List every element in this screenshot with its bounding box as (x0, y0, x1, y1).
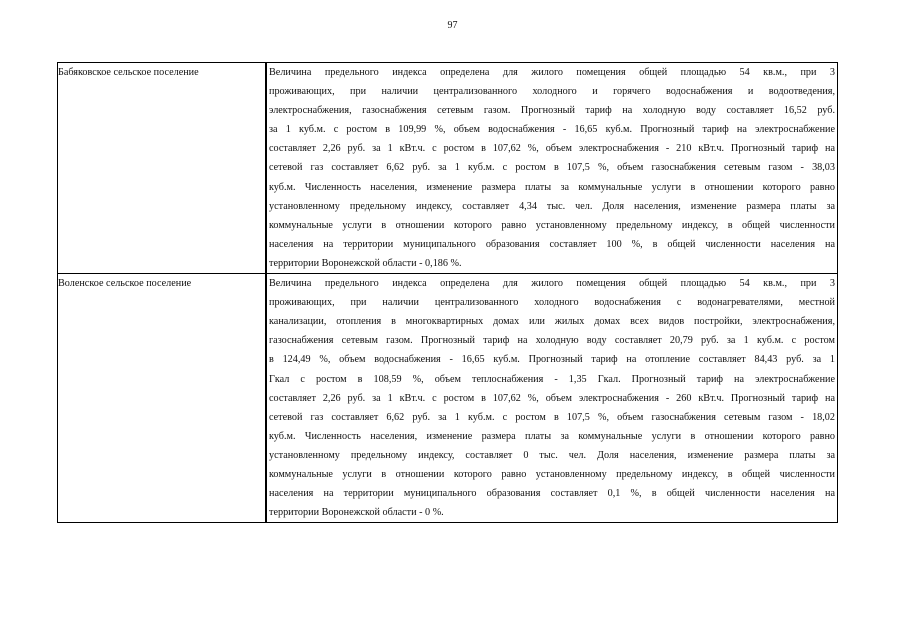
description-line: Величина предельного индекса определена для жилого помещения общей площадью 54 кв.м., при 3 (266, 274, 837, 293)
description-line: населения на территории муниципального образования составляет 0,1 %, в общей численности населения на (266, 484, 837, 503)
settlements-table-body (58, 63, 838, 523)
table-row (58, 63, 838, 274)
settlement-description (266, 274, 838, 523)
description-line: проживающих, при наличии централизованного холодного и горячего водоснабжения и водоотведения, (266, 82, 837, 101)
description-line: проживающих, при наличии централизованного холодного водоснабжения с водонагревателями, местной (266, 293, 837, 312)
description-line: газоснабжения сетевым газом. Прогнозный тариф на холодную воду составляет 20,79 руб. за 1 куб.м. с ростом (266, 331, 837, 350)
table-row (58, 274, 838, 523)
description-line: населения на территории муниципального образования составляет 100 %, в общей численности населения на (266, 235, 837, 254)
description-line: коммунальные услуги в отношении которого равно установленному предельному индексу, в общей численности (266, 216, 837, 235)
settlement-name: Бабяковское сельское поселение (58, 63, 266, 274)
description-line: за 1 куб.м. с ростом в 109,99 %, объем водоснабжения - 16,65 куб.м. Прогнозный тариф на электроснабжение (266, 120, 837, 139)
description-line: сетевой газ составляет 6,62 руб. за 1 куб.м. с ростом в 107,5 %, объем газоснабжения сетевым газом - 18,02 (266, 408, 837, 427)
settlement-description (266, 63, 838, 274)
settlements-table (57, 62, 838, 523)
description-line: территории Воронежской области - 0,186 %. (266, 254, 837, 273)
description-line: составляет 2,26 руб. за 1 кВт.ч. с ростом в 107,62 %, объем электроснабжения - 210 кВт.ч. Прогнозный тариф на (266, 139, 837, 158)
page-number: 97 (447, 20, 458, 31)
description-line: Гкал с ростом в 108,59 %, объем теплоснабжения - 1,35 Гкал. Прогнозный тариф на электроснабжение (266, 370, 837, 389)
settlement-name: Воленское сельское поселение (58, 274, 266, 523)
description-line: территории Воронежской области - 0 %. (266, 503, 837, 522)
description-line: электроснабжения, газоснабжения сетевым газом. Прогнозный тариф на холодную воду составляет 16,52 руб. (266, 101, 837, 120)
description-line: куб.м. Численность населения, изменение размера платы за коммунальные услуги в отношении которого равно (266, 178, 837, 197)
description-line: установленному предельному индексу, составляет 0 тыс. чел. Доля населения, изменение размера платы за (266, 446, 837, 465)
description-line: составляет 2,26 руб. за 1 кВт.ч. с ростом в 107,62 %, объем электроснабжения - 260 кВт.ч. Прогнозный тариф на (266, 389, 837, 408)
description-line: Величина предельного индекса определена для жилого помещения общей площадью 54 кв.м., при 3 (266, 63, 837, 82)
description-line: канализации, отопления в многоквартирных домах или жилых домах всех видов постройки, электроснабжения, (266, 312, 837, 331)
description-line: куб.м. Численность населения, изменение размера платы за коммунальные услуги в отношении которого равно (266, 427, 837, 446)
description-line: установленному предельному индексу, составляет 4,34 тыс. чел. Доля населения, изменение размера платы за (266, 197, 837, 216)
description-line: коммунальные услуги в отношении которого равно установленному предельному индексу, в общей численности (266, 465, 837, 484)
description-line: сетевой газ составляет 6,62 руб. за 1 куб.м. с ростом в 107,5 %, объем газоснабжения сетевым газом - 38,03 (266, 158, 837, 177)
description-line: в 124,49 %, объем водоснабжения - 16,65 куб.м. Прогнозный тариф на отопление составляет 84,43 руб. за 1 (266, 350, 837, 369)
